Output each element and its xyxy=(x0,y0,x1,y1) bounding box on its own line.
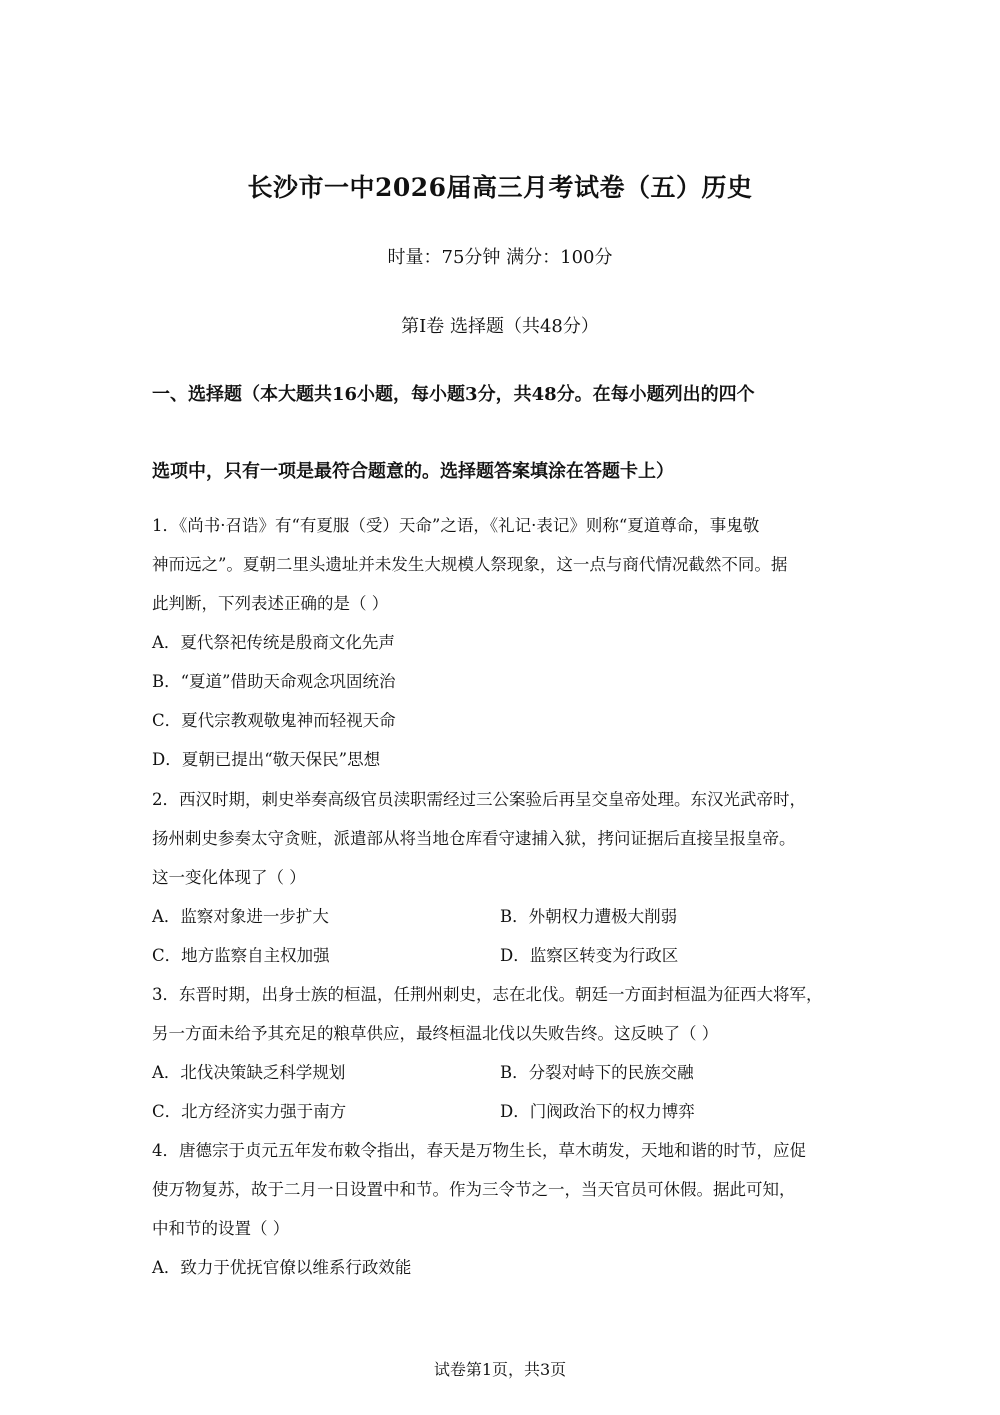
question-1-option-b: B．“夏道”借助天命观念巩固统治 xyxy=(152,672,396,691)
question-1-option-d: D．夏朝已提出“敬天保民”思想 xyxy=(152,750,381,769)
question-2-option-c: C．地方监察自主权加强 xyxy=(152,946,330,965)
question-3-stem-line: 3．东晋时期，出身士族的桓温，任荆州刺史，志在北伐。朝廷一方面封桓温为征西大将军， xyxy=(152,985,823,1004)
section-instruction-line-2: 选项中，只有一项是最符合题意的。选择题答案填涂在答题卡上） xyxy=(152,461,674,482)
question-1-stem-line: 神而远之”。夏朝二里头遗址并未发生大规模人祭现象，这一点与商代情况截然不同。据 xyxy=(152,555,788,574)
question-4-stem-line: 4．唐德宗于贞元五年发布敕令指出，春天是万物生长，草木萌发，天地和谐的时节，应促 xyxy=(152,1141,806,1160)
question-1-option-c: C．夏代宗教观敬鬼神而轻视天命 xyxy=(152,711,396,730)
question-1-stem-line: 此判断，下列表述正确的是（ ） xyxy=(152,594,389,613)
question-3-stem-line: 另一方面未给予其充足的粮草供应，最终桓温北伐以失败告终。这反映了（ ） xyxy=(152,1024,719,1043)
question-2-option-a: A．监察对象进一步扩大 xyxy=(152,907,329,926)
question-3-option-c: C．北方经济实力强于南方 xyxy=(152,1102,347,1121)
question-2-option-b: B．外朝权力遭极大削弱 xyxy=(500,907,678,926)
question-3-option-d: D．门阀政治下的权力博弈 xyxy=(500,1102,695,1121)
question-4-option-a: A．致力于优抚官僚以维系行政效能 xyxy=(152,1258,412,1277)
question-2-stem-line: 这一变化体现了（ ） xyxy=(152,868,306,887)
question-4-stem-line: 中和节的设置（ ） xyxy=(152,1219,290,1238)
question-2-stem-line: 扬州刺史参奏太守贪赃，派遣部从将当地仓库看守逮捕入狱，拷问证据后直接呈报皇帝。 xyxy=(152,829,796,848)
volume-heading: 第Ⅰ卷 选择题（共48分） xyxy=(401,316,599,337)
page-title: 长沙市一中2026届高三月考试卷（五）历史 xyxy=(247,173,753,202)
question-2-stem-line: 2．西汉时期，刺史举奏高级官员渎职需经过三公案验后再呈交皇帝处理。东汉光武帝时， xyxy=(152,790,806,809)
section-instruction-line-1: 一、选择题（本大题共16小题，每小题3分，共48分。在每小题列出的四个 xyxy=(152,384,755,405)
question-4-stem-line: 使万物复苏，故于二月一日设置中和节。作为三令节之一，当天官员可休假。据此可知， xyxy=(152,1180,796,1199)
question-3-option-b: B．分裂对峙下的民族交融 xyxy=(500,1063,694,1082)
question-2-option-d: D．监察区转变为行政区 xyxy=(500,946,679,965)
question-3-option-a: A．北伐决策缺乏科学规划 xyxy=(152,1063,346,1082)
exam-time-info: 时量：75分钟 满分：100分 xyxy=(387,247,613,268)
question-1-option-a: A．夏代祭祀传统是殷商文化先声 xyxy=(152,633,395,652)
page-footer: 试卷第1页，共3页 xyxy=(433,1360,567,1379)
question-1-stem-line: 1．《尚书·召诰》有“有夏服（受）天命”之语，《礼记·表记》则称“夏道尊命，事鬼敬 xyxy=(152,516,760,535)
